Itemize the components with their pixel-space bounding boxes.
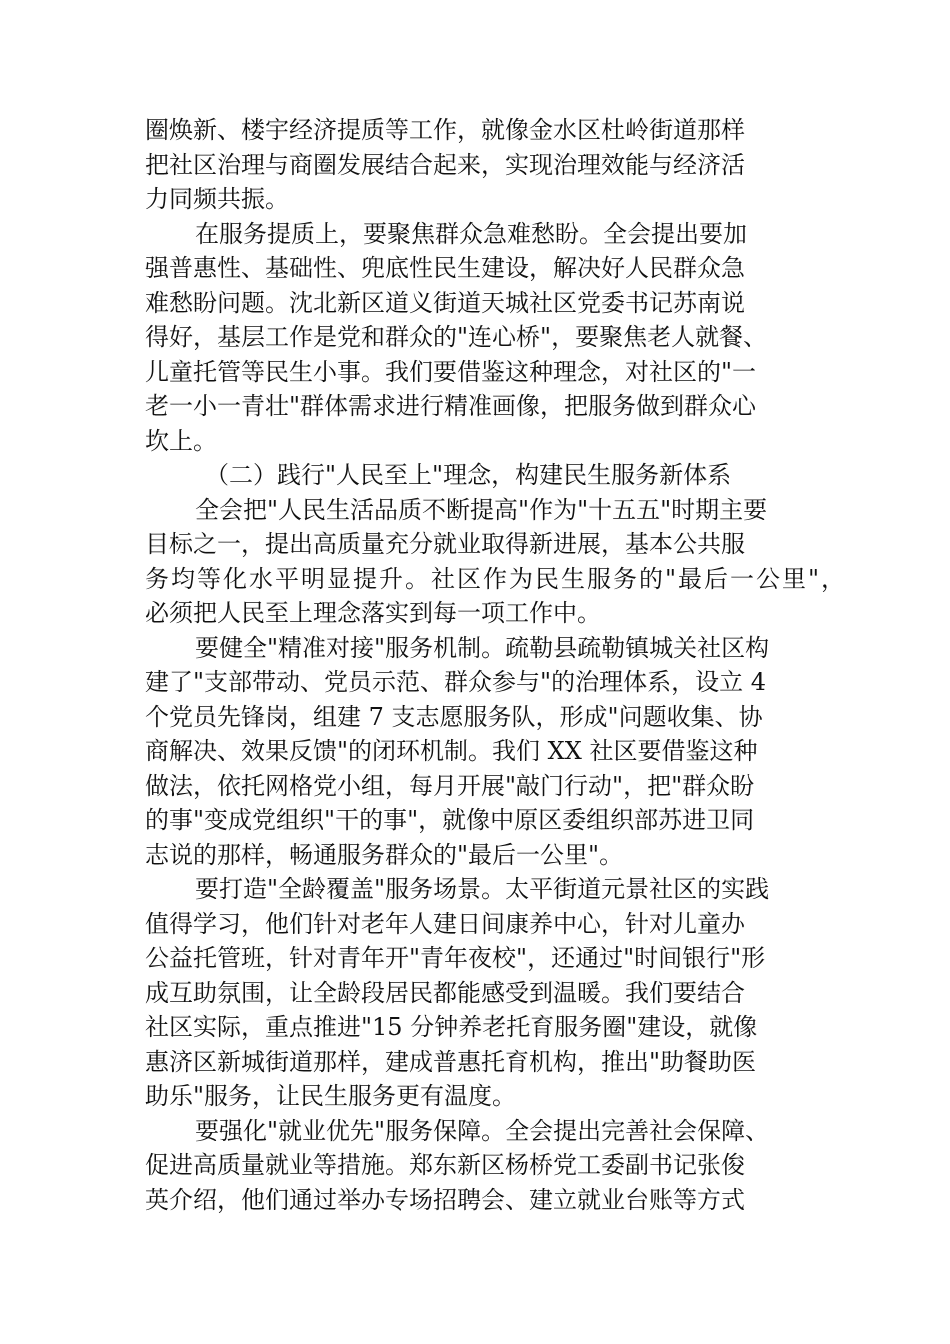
- paragraph-line: 强普惠性、基础性、兜底性民生建设，解决好人民群众急: [145, 254, 745, 282]
- paragraph-line: 社区实际，重点推进"15 分钟养老托育服务圈"建设，就像: [145, 1013, 758, 1041]
- paragraph-line: 公益托管班，针对青年开"青年夜校"，还通过"时间银行"形: [145, 944, 766, 972]
- paragraph-line: 商解决、效果反馈"的闭环机制。我们 XX 社区要借鉴这种: [145, 737, 758, 765]
- paragraph-line: 个党员先锋岗，组建 7 支志愿服务队，形成"问题收集、协: [145, 702, 763, 731]
- paragraph-line: 难愁盼问题。沈北新区道义街道天城社区党委书记苏南说: [145, 288, 745, 317]
- paragraph-line: 老一小一青壮"群体需求进行精准画像，把服务做到群众心: [145, 392, 757, 420]
- paragraph-line: 坎上。: [145, 426, 217, 455]
- paragraph-line: 把社区治理与商圈发展结合起来，实现治理效能与经济活: [145, 150, 745, 179]
- paragraph-first-line: 全会把"人民生活品质不断提高"作为"十五五"时期主要: [195, 495, 768, 524]
- paragraph-line: 助乐"服务，让民生服务更有温度。: [145, 1082, 517, 1110]
- document-body: [145, 113, 845, 1217]
- paragraph-line: 惠济区新城街道那样，建成普惠托育机构，推出"助餐助医: [145, 1047, 757, 1076]
- paragraph-line: 必须把人民至上理念落实到每一项工作中。: [145, 599, 601, 627]
- section-heading: （二）践行"人民至上"理念，构建民生服务新体系: [205, 461, 732, 489]
- paragraph-line: 力同频共振。: [145, 185, 289, 213]
- paragraph-line: 务均等化水平明显提升。社区作为民生服务的"最后一公里"，: [145, 564, 847, 593]
- paragraph-line: 圈焕新、楼宇经济提质等工作，就像金水区杜岭街道那样: [145, 116, 745, 144]
- paragraph-first-line: 要打造"全龄覆盖"服务场景。太平街道元景社区的实践: [195, 875, 770, 903]
- paragraph-line: 得好，基层工作是党和群众的"连心桥"，要聚焦老人就餐、: [145, 323, 768, 351]
- paragraph-first-line: 在服务提质上，要聚焦群众急难愁盼。全会提出要加: [195, 219, 747, 248]
- paragraph-line: 志说的那样，畅通服务群众的"最后一公里"。: [145, 840, 624, 869]
- paragraph-line: 儿童托管等民生小事。我们要借鉴这种理念，对社区的"一: [145, 357, 757, 386]
- paragraph-line: 促进高质量就业等措施。郑东新区杨桥党工委副书记张俊: [145, 1151, 745, 1179]
- paragraph-line: 目标之一，提出高质量充分就业取得新进展，基本公共服: [145, 530, 745, 558]
- paragraph-first-line: 要健全"精准对接"服务机制。疏勒县疏勒镇城关社区构: [195, 633, 770, 662]
- paragraph-line: 英介绍，他们通过举办专场招聘会、建立就业台账等方式: [145, 1185, 745, 1214]
- paragraph-line: 值得学习，他们针对老年人建日间康养中心，针对儿童办: [145, 909, 745, 938]
- paragraph-line: 做法，依托网格党小组，每月开展"敲门行动"，把"群众盼: [145, 771, 755, 800]
- paragraph-line: 建了"支部带动、党员示范、群众参与"的治理体系，设立 4: [145, 668, 766, 696]
- paragraph-line: 成互助氛围，让全龄段居民都能感受到温暖。我们要结合: [145, 978, 745, 1007]
- paragraph-first-line: 要强化"就业优先"服务保障。全会提出完善社会保障、: [195, 1116, 770, 1145]
- paragraph-line: 的事"变成党组织"干的事"，就像中原区委组织部苏进卫同: [145, 806, 755, 834]
